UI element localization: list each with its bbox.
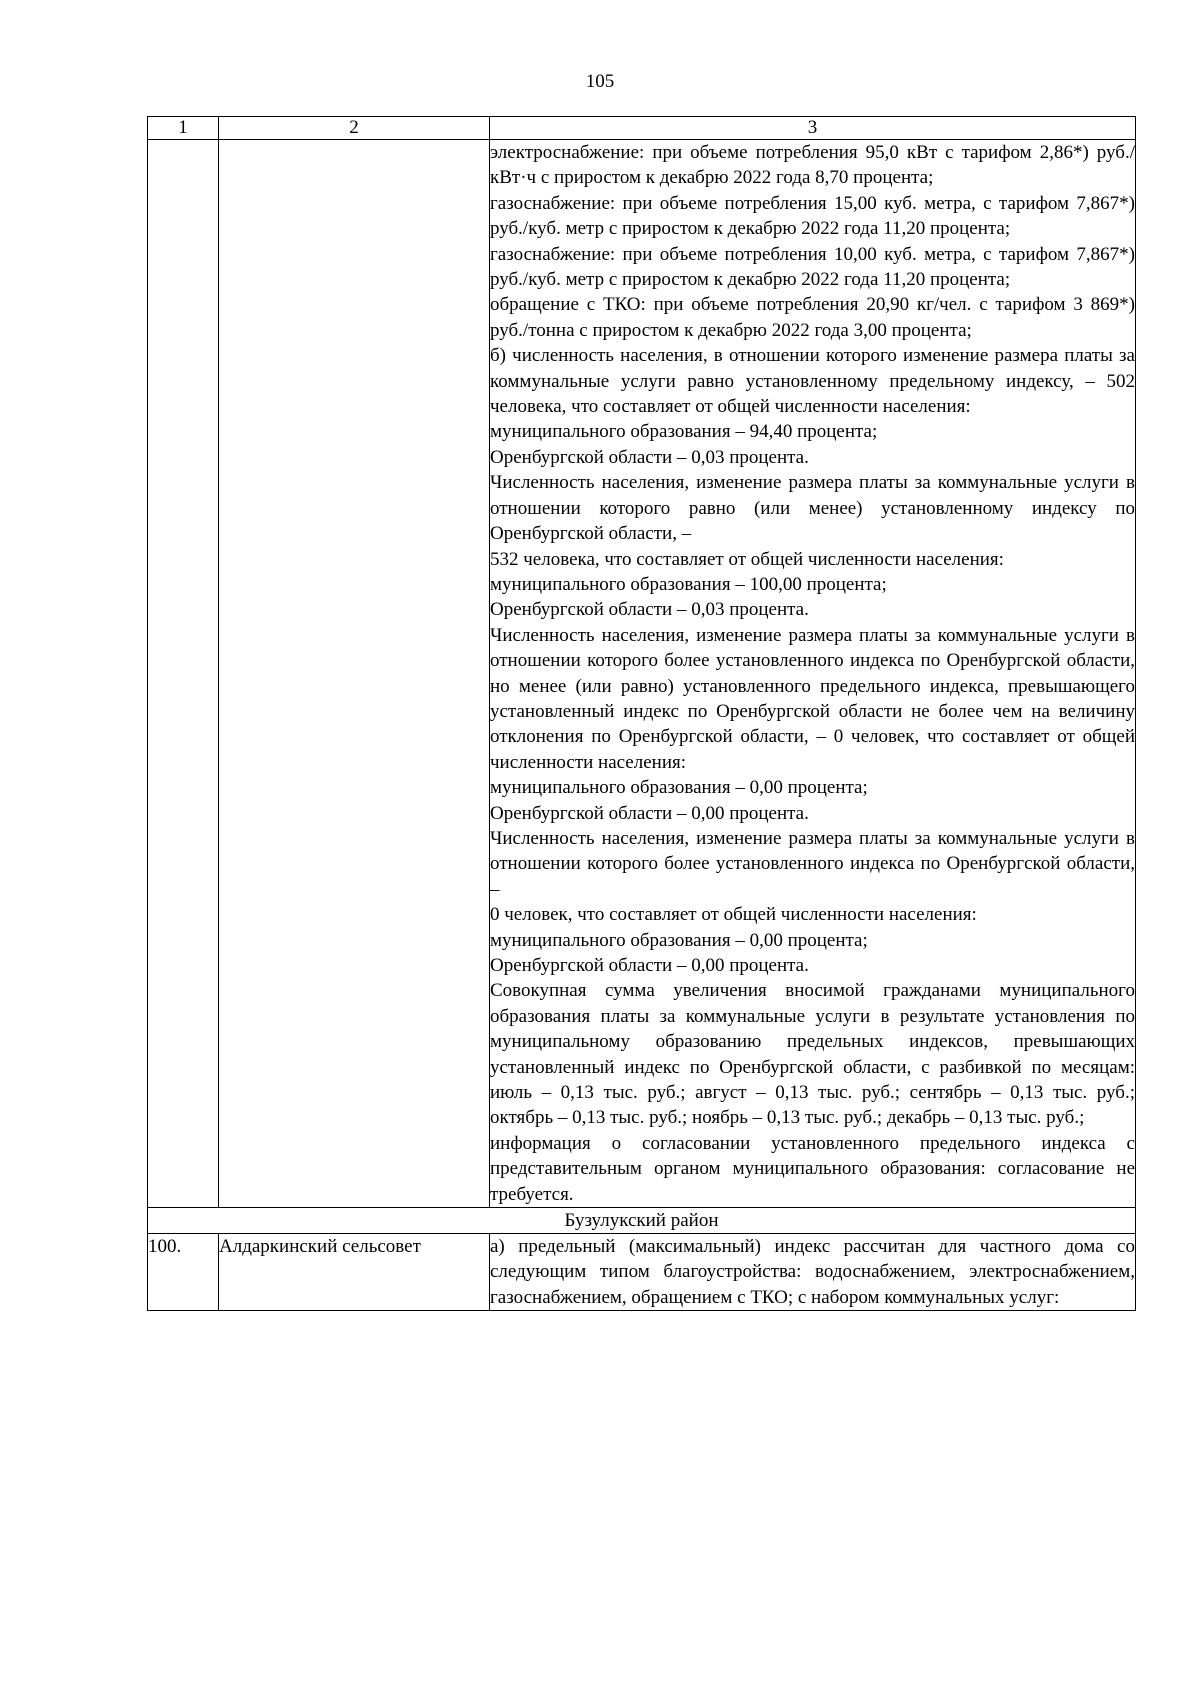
paragraph: газоснабжение: при объеме потребления 10,00 куб. метра, с тарифом 7,867*) руб./куб. метр с приростом к декабрю 2022 года 11,20 процента; (490, 243, 1135, 291)
municipality-name: Алдаркинский сельсовет (219, 1234, 490, 1311)
paragraph: Численность населения, изменение размера платы за коммунальные услуги в отношении которого более установленного индекса по Оренбургской области, но менее (или равно) установленного предельного индекса, превышающего установленный индекс по Оренбургской области не более чем на величину отклонения по Оренбургской области, – 0 человек, что составляет от общей численности населения: (490, 624, 1135, 773)
paragraph: информация о согласовании установленного предельного индекса с представительным органом муниципального образования: согласование не требуется. (490, 1132, 1135, 1205)
header-col-3: 3 (490, 117, 1136, 140)
table-header-row (148, 117, 1136, 140)
paragraph: муниципального образования – 100,00 процента; (490, 573, 887, 595)
paragraph: Оренбургской области – 0,00 процента. (490, 955, 809, 976)
row-description-cell (490, 1234, 1136, 1311)
continuation-col-2 (219, 140, 490, 1208)
header-col-1: 1 (148, 117, 219, 140)
paragraph: Оренбургской области – 0,03 процента. (490, 446, 809, 468)
paragraph: 532 человека, что составляет от общей численности населения: (490, 548, 1004, 570)
paragraph: 0 человек, что составляет от общей численности населения: (490, 904, 977, 926)
district-row (148, 1208, 1136, 1234)
paragraph: а) предельный (максимальный) индекс рассчитан для частного дома со следующим типом благоустройства: водоснабжением, электроснабжением, газоснабжением, обращением с ТКО; с набором коммунальных услуг: (490, 1236, 1135, 1308)
paragraph: б) численность населения, в отношении которого изменение размера платы за коммунальные услуги равно установленному предельному индексу, – 502 человека, что составляет от общей численности населения: (490, 345, 1135, 418)
paragraph: Оренбургской области – 0,03 процента. (490, 599, 809, 621)
page-number: 105 (585, 71, 615, 92)
table-row (148, 1234, 1136, 1311)
paragraph: Оренбургской области – 0,00 процента. (490, 802, 809, 824)
paragraph: муниципального образования – 0,00 процента; (490, 777, 868, 799)
paragraph: электроснабжение: при объеме потребления 95,0 кВт с тарифом 2,86*) руб./кВт·ч с приростом к декабрю 2022 года 8,70 процента; (490, 142, 1135, 189)
paragraph: муниципального образования – 94,40 процента; (490, 421, 878, 443)
district-name: Бузулукский район (148, 1208, 1136, 1234)
paragraph: муниципального образования – 0,00 процента; (490, 929, 868, 951)
continuation-col-1 (148, 140, 219, 1208)
paragraph: Численность населения, изменение размера платы за коммунальные услуги в отношении которого более установленного индекса по Оренбургской области, – (490, 827, 1135, 900)
paragraph: обращение с ТКО: при объеме потребления 20,90 кг/чел. с тарифом 3 869*) руб./тонна с приростом к декабрю 2022 года 3,00 процента; (490, 294, 1135, 341)
main-table (147, 116, 1136, 1311)
paragraph: Совокупная сумма увеличения вносимой гражданами муниципального образования платы за коммунальные услуги в результате установления по муниципальному образованию предельных индексов, превышающих установленный индекс по Оренбургской области, с разбивкой по месяцам: июль – 0,13 тыс. руб.; август – 0,13 тыс. руб.; сентябрь – 0,13 тыс. руб.; октябрь – 0,13 тыс. руб.; ноябрь – 0,13 тыс. руб.; декабрь – 0,13 тыс. руб.; (490, 980, 1135, 1129)
paragraph: газоснабжение: при объеме потребления 15,00 куб. метра, с тарифом 7,867*) руб./куб. метр с приростом к декабрю 2022 года 11,20 процента; (490, 192, 1135, 240)
row-number: 100. (148, 1234, 219, 1311)
continuation-row (148, 140, 1136, 1208)
paragraph: Численность населения, изменение размера платы за коммунальные услуги в отношении которого равно (или менее) установленному индексу по Оренбургской области, – (490, 472, 1135, 545)
header-col-2: 2 (219, 117, 490, 140)
continuation-text-cell (490, 140, 1136, 1208)
